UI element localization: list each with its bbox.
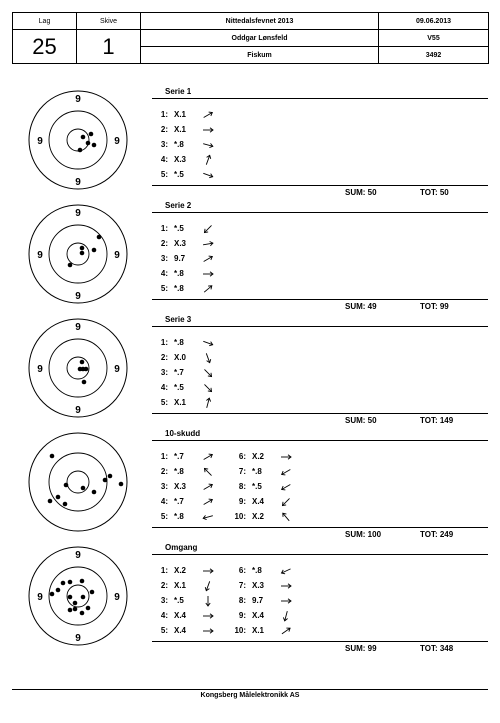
ring-number: 9 [37, 250, 43, 261]
shot-direction-arrow-icon [202, 466, 214, 478]
shot-row [152, 452, 232, 464]
hit-mark [86, 606, 91, 611]
hit-mark [81, 486, 86, 491]
shot-direction-arrow-icon [202, 580, 214, 592]
shot-number: 10: [234, 626, 246, 635]
shot-row [230, 512, 310, 524]
series-title-underline [152, 554, 488, 555]
hit-mark [73, 607, 78, 612]
hit-mark [90, 590, 95, 595]
shot-number: 3: [160, 368, 168, 377]
series-title-underline [152, 440, 488, 441]
shot-row [152, 353, 232, 365]
shot-value: *.8 [174, 467, 184, 476]
ring-number: 9 [75, 405, 81, 416]
shot-direction-arrow-icon [280, 451, 292, 463]
shot-row [152, 368, 232, 380]
hit-mark [63, 502, 68, 507]
shot-value: X.2 [252, 512, 265, 521]
shot-number: 4: [160, 611, 168, 620]
shot-value: *.5 [174, 224, 184, 233]
shot-number: 5: [160, 626, 168, 635]
hit-mark [80, 251, 85, 256]
shot-value: *.7 [174, 368, 184, 377]
hit-mark [103, 478, 108, 483]
shot-direction-arrow-icon [202, 283, 214, 295]
shot-row [230, 566, 310, 578]
series-total: TOT: 249 [420, 530, 454, 539]
series-total: TOT: 149 [420, 416, 454, 425]
shot-direction-arrow-icon [280, 595, 292, 607]
ring-number: 9 [37, 592, 43, 603]
outer-ring [29, 91, 127, 189]
shot-row [230, 497, 310, 509]
shot-number: 4: [160, 383, 168, 392]
shot-number: 8: [238, 482, 246, 491]
shot-direction-arrow-icon [202, 109, 214, 121]
shot-number: 5: [160, 398, 168, 407]
shot-number: 6: [238, 452, 246, 461]
shot-direction-arrow-icon [202, 169, 214, 181]
hit-mark [89, 132, 94, 137]
shot-value: 9.7 [174, 254, 186, 263]
series-sum-divider [152, 527, 488, 528]
hit-mark [80, 360, 85, 365]
shot-value: *.7 [174, 452, 184, 461]
shot-row [230, 452, 310, 464]
hit-mark [48, 499, 53, 504]
hit-mark [68, 580, 73, 585]
series-sum: SUM: 50 [345, 188, 377, 197]
series-title: Serie 1 [165, 87, 192, 96]
shot-row [152, 338, 232, 350]
series-title-underline [152, 326, 488, 327]
shot-row [152, 254, 232, 266]
shot-row [152, 512, 232, 524]
ring-number: 9 [75, 291, 81, 302]
shot-value: *.7 [174, 497, 184, 506]
shot-number: 5: [160, 512, 168, 521]
skive-label: Skive [77, 13, 141, 30]
series-sum: SUM: 99 [345, 644, 377, 653]
shot-direction-arrow-icon [202, 367, 214, 379]
shot-value: X.0 [174, 353, 187, 362]
shot-value: X.3 [174, 239, 187, 248]
shot-value: *.5 [174, 596, 184, 605]
shot-row [230, 581, 310, 593]
shot-direction-arrow-icon [202, 253, 214, 265]
shot-number: 5: [160, 284, 168, 293]
outer-ring [29, 433, 127, 531]
shot-row [152, 224, 232, 236]
middle-ring [49, 453, 107, 511]
shot-row [152, 398, 232, 410]
shot-number: 9: [238, 611, 246, 620]
target-face [28, 204, 128, 304]
ring-number: 9 [114, 592, 120, 603]
hit-mark [68, 608, 73, 613]
shot-number: 5: [160, 170, 168, 179]
shot-row [230, 626, 310, 638]
series-title: Omgang [165, 543, 198, 552]
shot-row [152, 581, 232, 593]
shot-direction-arrow-icon [202, 496, 214, 508]
shot-direction-arrow-icon [202, 481, 214, 493]
shot-number: 8: [238, 596, 246, 605]
hit-mark [56, 588, 61, 593]
footer-text: Kongsberg Målelektronikk AS [200, 692, 300, 699]
shot-value: X.1 [174, 398, 187, 407]
shot-row [152, 110, 232, 122]
shot-direction-arrow-icon [280, 481, 292, 493]
hit-mark [68, 595, 73, 600]
shot-row [230, 611, 310, 623]
shot-value: *.8 [174, 338, 184, 347]
skive-value: 1 [77, 30, 141, 64]
series-sum-divider [152, 413, 488, 414]
shot-value: X.4 [252, 611, 265, 620]
middle-ring [49, 225, 107, 283]
shot-direction-arrow-icon [280, 610, 292, 622]
shot-value: X.1 [174, 110, 187, 119]
ring-number: 9 [75, 550, 81, 561]
shot-row [152, 482, 232, 494]
hit-mark [56, 495, 61, 500]
shot-direction-arrow-icon [280, 496, 292, 508]
shot-row [152, 626, 232, 638]
series-sum: SUM: 100 [345, 530, 382, 539]
shot-row [152, 125, 232, 137]
ring-number: 9 [75, 94, 81, 105]
series-title: Serie 3 [165, 315, 192, 324]
shot-row [152, 611, 232, 623]
hit-mark [81, 135, 86, 140]
club-name: Fiskum [141, 47, 379, 64]
series-sum-divider [152, 299, 488, 300]
hit-mark [86, 141, 91, 146]
shot-number: 1: [160, 566, 168, 575]
hit-mark [61, 581, 66, 586]
ring-number: 9 [114, 364, 120, 375]
shot-direction-arrow-icon [202, 610, 214, 622]
shot-number: 3: [160, 596, 168, 605]
shot-direction-arrow-icon [280, 580, 292, 592]
shot-number: 1: [160, 338, 168, 347]
shot-number: 2: [160, 239, 168, 248]
shot-value: *.8 [252, 467, 262, 476]
shot-value: X.4 [252, 497, 265, 506]
shot-direction-arrow-icon [202, 625, 214, 637]
shot-number: 7: [238, 581, 246, 590]
lag-label: Lag [13, 13, 77, 30]
shot-value: *.5 [252, 482, 262, 491]
shot-number: 4: [160, 269, 168, 278]
ring-number: 9 [114, 250, 120, 261]
shot-row [152, 170, 232, 182]
shot-number: 10: [234, 512, 246, 521]
shot-number: 6: [238, 566, 246, 575]
shot-number: 3: [160, 140, 168, 149]
lag-value: 25 [13, 30, 77, 64]
shot-row [152, 467, 232, 479]
hit-mark [92, 248, 97, 253]
series-title-underline [152, 212, 488, 213]
shot-direction-arrow-icon [202, 154, 214, 166]
hit-mark [92, 143, 97, 148]
ring-number: 9 [75, 208, 81, 219]
shot-value: *.5 [174, 170, 184, 179]
hit-mark [64, 483, 69, 488]
shot-value: X.3 [174, 155, 187, 164]
target-face [28, 90, 128, 190]
shot-number: 2: [160, 125, 168, 134]
hit-mark [108, 474, 113, 479]
shot-number: 4: [160, 497, 168, 506]
hit-mark [92, 490, 97, 495]
shot-direction-arrow-icon [202, 268, 214, 280]
shot-value: X.2 [174, 566, 187, 575]
shot-direction-arrow-icon [202, 511, 214, 523]
outer-ring [29, 547, 127, 645]
shot-row [152, 155, 232, 167]
shooter-name: Oddgar Lønsfeld [141, 30, 379, 47]
shot-value: X.1 [174, 125, 187, 134]
hit-mark [80, 246, 85, 251]
shot-row [152, 239, 232, 251]
series-sum-divider [152, 641, 488, 642]
series-total: TOT: 348 [420, 644, 454, 653]
shot-direction-arrow-icon [202, 382, 214, 394]
shot-direction-arrow-icon [202, 124, 214, 136]
shot-row [152, 497, 232, 509]
ring-number: 9 [37, 136, 43, 147]
shot-value: *.8 [252, 566, 262, 575]
shot-row [152, 269, 232, 281]
target-face [28, 432, 128, 532]
shot-value: X.3 [252, 581, 265, 590]
hit-mark [68, 263, 73, 268]
ring-number: 9 [75, 633, 81, 644]
hit-mark [50, 592, 55, 597]
inner-ring [67, 129, 89, 151]
hit-mark [84, 367, 89, 372]
footer-divider [12, 689, 488, 690]
shot-row [152, 566, 232, 578]
shot-value: X.4 [174, 611, 187, 620]
series-sum-divider [152, 185, 488, 186]
hit-mark [78, 148, 83, 153]
series-total: TOT: 99 [420, 302, 449, 311]
series-title: Serie 2 [165, 201, 192, 210]
shot-direction-arrow-icon [202, 397, 214, 409]
hit-mark [80, 579, 85, 584]
event-name: Nittedalsfevnet 2013 [141, 13, 379, 30]
series-title: 10-skudd [165, 429, 201, 438]
shot-direction-arrow-icon [202, 337, 214, 349]
target-face [28, 546, 128, 646]
shot-direction-arrow-icon [202, 139, 214, 151]
outer-ring [29, 205, 127, 303]
shot-direction-arrow-icon [280, 511, 292, 523]
hit-mark [73, 601, 78, 606]
hit-mark [80, 611, 85, 616]
shot-value: *.8 [174, 512, 184, 521]
shot-value: 9.7 [252, 596, 264, 605]
shot-number: 3: [160, 254, 168, 263]
shot-direction-arrow-icon [202, 352, 214, 364]
hit-mark [82, 380, 87, 385]
ring-number: 9 [37, 364, 43, 375]
shot-number: 2: [160, 467, 168, 476]
target-face [28, 318, 128, 418]
shot-row [152, 284, 232, 296]
hit-mark [81, 595, 86, 600]
shot-direction-arrow-icon [280, 565, 292, 577]
series-total: TOT: 50 [420, 188, 449, 197]
shot-value: X.1 [174, 581, 187, 590]
middle-ring [49, 111, 107, 169]
shot-number: 2: [160, 581, 168, 590]
shot-direction-arrow-icon [202, 451, 214, 463]
hit-mark [119, 482, 124, 487]
shot-number: 1: [160, 110, 168, 119]
shot-value: *.8 [174, 140, 184, 149]
shooter-class: V55 [379, 30, 489, 47]
header-table [12, 12, 489, 64]
shot-row [230, 467, 310, 479]
shot-value: *.8 [174, 269, 184, 278]
inner-ring [67, 243, 89, 265]
shot-value: X.1 [252, 626, 265, 635]
shot-value: X.4 [174, 626, 187, 635]
shot-number: 7: [238, 467, 246, 476]
shot-direction-arrow-icon [202, 565, 214, 577]
event-date: 09.06.2013 [379, 13, 489, 30]
shot-number: 2: [160, 353, 168, 362]
shot-row [230, 596, 310, 608]
shot-row [230, 482, 310, 494]
shot-row [152, 383, 232, 395]
shot-row [152, 140, 232, 152]
shooter-id: 3492 [379, 47, 489, 64]
shot-number: 9: [238, 497, 246, 506]
inner-ring [67, 471, 89, 493]
shot-value: X.2 [252, 452, 265, 461]
shot-number: 1: [160, 224, 168, 233]
shot-value: *.8 [174, 284, 184, 293]
shot-direction-arrow-icon [202, 595, 214, 607]
series-title-underline [152, 98, 488, 99]
ring-number: 9 [75, 322, 81, 333]
shot-number: 3: [160, 482, 168, 491]
ring-number: 9 [75, 177, 81, 188]
hit-mark [50, 454, 55, 459]
shot-direction-arrow-icon [202, 238, 214, 250]
shot-value: X.3 [174, 482, 187, 491]
shot-row [152, 596, 232, 608]
hit-mark [97, 235, 102, 240]
middle-ring [49, 567, 107, 625]
shot-number: 1: [160, 452, 168, 461]
ring-number: 9 [114, 136, 120, 147]
shot-direction-arrow-icon [280, 625, 292, 637]
shot-number: 4: [160, 155, 168, 164]
series-sum: SUM: 49 [345, 302, 377, 311]
series-sum: SUM: 50 [345, 416, 377, 425]
shot-direction-arrow-icon [202, 223, 214, 235]
shot-direction-arrow-icon [280, 466, 292, 478]
shot-value: *.5 [174, 383, 184, 392]
